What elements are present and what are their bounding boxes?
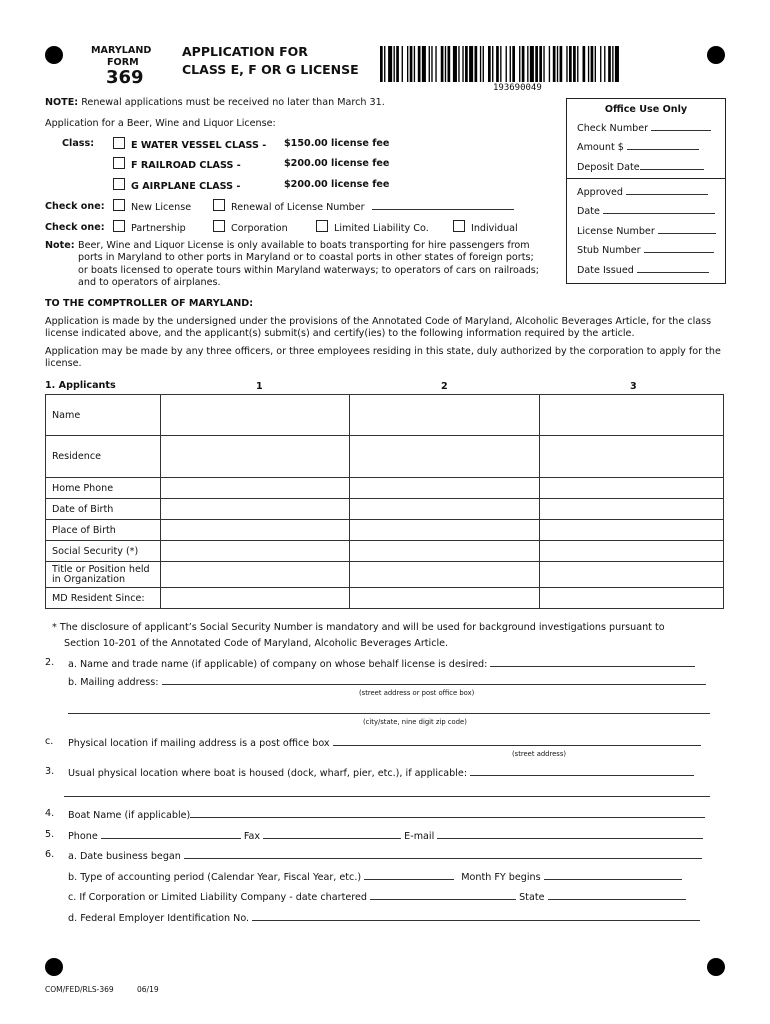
applicants-table <box>45 394 724 609</box>
barcode-bar <box>543 46 544 82</box>
barcode-bar <box>402 46 403 82</box>
renewal-note <box>45 97 385 108</box>
q6b-label: b. Type of accounting period (Calendar Year, Fiscal Year, etc.) <box>68 872 362 883</box>
applicant-1-ssn-cell[interactable] <box>161 541 350 562</box>
office-license-number-label: License Number <box>577 226 655 237</box>
qc-number: c. <box>45 736 54 747</box>
phone-label: Phone <box>68 831 98 842</box>
application-for-text: Application for a Beer, Wine and Liquor License: <box>45 118 276 129</box>
barcode-bar <box>380 46 383 82</box>
q4-row <box>68 808 705 821</box>
physical-location-field[interactable] <box>333 736 701 746</box>
barcode-bar <box>522 46 525 82</box>
comptroller-paragraph-2: Application may be made by any three officers, or three employees residing in this state, duly authorized by the corporation to apply for the license. <box>45 346 721 369</box>
applicant-1-name-cell[interactable] <box>161 395 350 436</box>
applicant-3-residence-cell[interactable] <box>540 436 724 478</box>
barcode-bar <box>608 46 611 82</box>
barcode-bar <box>519 46 520 82</box>
barcode-bar <box>422 46 426 82</box>
barcode-bar <box>441 46 444 82</box>
office-amount <box>577 140 719 153</box>
office-date <box>577 204 719 217</box>
applicant-3-title-cell[interactable] <box>540 562 724 588</box>
fein-field[interactable] <box>252 911 700 921</box>
applicant-2-phone-cell[interactable] <box>350 478 540 499</box>
barcode <box>380 46 686 82</box>
class-e-name: E WATER VESSEL CLASS - <box>131 140 267 151</box>
table-row <box>46 436 724 478</box>
q5-row <box>68 829 703 842</box>
barcode-bar <box>512 46 515 82</box>
table-row <box>46 499 724 520</box>
table-row <box>46 395 724 436</box>
applicant-1-dob-cell[interactable] <box>161 499 350 520</box>
applicant-column-1: 1 <box>256 381 263 392</box>
renewal-note-text: Renewal applications must be received no later than March 31. <box>81 97 385 108</box>
form-number: 369 <box>106 67 144 88</box>
applicant-2-ssn-cell[interactable] <box>350 541 540 562</box>
q2b-row <box>68 675 706 688</box>
q2a-row <box>68 657 695 670</box>
barcode-bar <box>396 46 399 82</box>
barcode-bar <box>604 46 605 82</box>
office-check-number-label: Check Number <box>577 123 649 134</box>
barcode-bar <box>500 46 501 82</box>
class-e-fee: $150.00 license fee <box>284 138 390 149</box>
office-use-title: Office Use Only <box>604 104 688 115</box>
office-deposit-date <box>577 160 719 173</box>
renewal-option[interactable] <box>213 199 514 213</box>
applicant-3-ssn-cell[interactable] <box>540 541 724 562</box>
class-g-name: G AIRPLANE CLASS - <box>131 181 241 192</box>
barcode-bar <box>615 46 619 82</box>
row-label-date-of-birth: Date of Birth <box>46 499 161 520</box>
barcode-bar <box>453 46 457 82</box>
llc-label: Limited Liability Co. <box>334 223 429 234</box>
applicant-2-name-cell[interactable] <box>350 395 540 436</box>
q2-number: 2. <box>45 657 55 668</box>
form-title-line2: CLASS E, F OR G LICENSE <box>182 62 359 77</box>
office-use-box <box>566 98 726 284</box>
row-label-md-resident: MD Resident Since: <box>46 588 161 609</box>
barcode-bar <box>549 46 550 82</box>
class-g-checkbox[interactable] <box>113 178 125 190</box>
q3-continuation-row <box>64 787 710 800</box>
partnership-label: Partnership <box>131 223 186 234</box>
office-deposit-date-line[interactable] <box>640 160 704 170</box>
office-date-label: Date <box>577 206 600 217</box>
check-one-license-label: Check one: <box>45 201 105 212</box>
q6c-label: c. If Corporation or Limited Liability Company - date chartered <box>68 892 367 903</box>
renewal-license-number-field[interactable] <box>372 200 514 210</box>
q2b-label: b. Mailing address: <box>68 677 159 688</box>
city-state-zip-field[interactable] <box>68 704 710 714</box>
barcode-bar <box>465 46 468 82</box>
company-name-field[interactable] <box>490 657 695 667</box>
office-approved <box>577 185 719 198</box>
comptroller-paragraph-1: Application is made by the undersigned under the provisions of the Annotated Code of Maryland, Alcoholic Beverages Article, for the class license indicated above, and the applicant(s) submit(s) and certify(ies) to the following information required by the article. <box>45 316 712 339</box>
barcode-bar <box>488 46 491 82</box>
city-state-row <box>68 704 710 717</box>
office-stub-number-line[interactable] <box>644 243 714 253</box>
renewal-note-label: NOTE: <box>45 97 79 108</box>
office-date-line[interactable] <box>603 204 715 214</box>
applicant-2-title-cell[interactable] <box>350 562 540 588</box>
row-label-residence: Residence <box>46 436 161 478</box>
partnership-option[interactable] <box>113 220 186 234</box>
barcode-bar <box>458 46 459 82</box>
boat-note-line2: ports in Maryland to other ports in Maryland or to coastal ports in other states of foreign ports; <box>78 252 534 263</box>
applicant-3-phone-cell[interactable] <box>540 478 724 499</box>
barcode-bar <box>527 46 528 82</box>
table-row <box>46 562 724 588</box>
office-check-number <box>577 121 719 134</box>
state-label: MARYLAND <box>91 45 152 56</box>
q5-number: 5. <box>45 829 55 840</box>
partnership-checkbox[interactable] <box>113 220 125 232</box>
barcode-bar <box>535 46 538 82</box>
row-label-name: Name <box>46 395 161 436</box>
office-stub-number <box>577 243 719 256</box>
table-row <box>46 478 724 499</box>
applicant-column-3: 3 <box>630 381 637 392</box>
barcode-bar <box>448 46 451 82</box>
barcode-bar <box>445 46 446 82</box>
llc-checkbox[interactable] <box>316 220 328 232</box>
office-date-issued <box>577 263 719 276</box>
barcode-bar <box>407 46 408 82</box>
applicant-1-residence-cell[interactable] <box>161 436 350 478</box>
q2a-label: a. Name and trade name (if applicable) of company on whose behalf license is desired: <box>68 659 488 670</box>
q4-label: Boat Name (if applicable) <box>68 810 191 821</box>
form-word: FORM <box>107 57 139 68</box>
office-stub-number-label: Stub Number <box>577 245 641 256</box>
ssn-note-line1: * The disclosure of applicant’s Social Security Number is mandatory and will be used for background investigations pursuant to <box>52 622 665 633</box>
barcode-bar <box>595 46 596 82</box>
boat-housing-field-line2[interactable] <box>64 787 710 797</box>
q3-label: Usual physical location where boat is housed (dock, wharf, pier, etc.), if applicable: <box>68 768 468 779</box>
barcode-bar <box>539 46 542 82</box>
boat-note-line4: and to operators of airplanes. <box>78 277 221 288</box>
applicant-3-resident-cell[interactable] <box>540 588 724 609</box>
registration-mark-bottom-right <box>707 958 725 976</box>
registration-mark-top-right <box>707 46 725 64</box>
llc-option[interactable] <box>316 220 429 234</box>
class-option-g[interactable] <box>113 178 240 192</box>
row-label-place-of-birth: Place of Birth <box>46 520 161 541</box>
comptroller-heading: TO THE COMPTROLLER OF MARYLAND: <box>45 298 254 309</box>
barcode-bar <box>573 46 576 82</box>
office-divider <box>567 178 725 179</box>
class-e-checkbox[interactable] <box>113 137 125 149</box>
office-license-number <box>577 224 719 237</box>
office-license-number-line[interactable] <box>658 224 716 234</box>
q4-number: 4. <box>45 808 55 819</box>
barcode-bar <box>591 46 594 82</box>
barcode-bar <box>600 46 601 82</box>
state-label: State <box>519 892 545 903</box>
applicant-3-name-cell[interactable] <box>540 395 724 436</box>
applicant-1-title-cell[interactable] <box>161 562 350 588</box>
barcode-bar <box>394 46 395 82</box>
applicant-column-2: 2 <box>441 381 448 392</box>
applicant-1-pob-cell[interactable] <box>161 520 350 541</box>
office-check-number-line[interactable] <box>651 121 711 131</box>
applicants-heading: 1. Applicants <box>45 380 116 391</box>
corporation-option[interactable] <box>213 220 288 234</box>
q6d-row <box>68 911 700 924</box>
form-title-line1: APPLICATION FOR <box>182 44 308 59</box>
applicant-2-resident-cell[interactable] <box>350 588 540 609</box>
footer-date: 06/19 <box>137 985 159 994</box>
barcode-bar <box>469 46 473 82</box>
registration-mark-top-left <box>45 46 63 64</box>
barcode-number: 193690049 <box>493 83 542 93</box>
barcode-bar <box>410 46 413 82</box>
corporation-label: Corporation <box>231 223 288 234</box>
q6c-row <box>68 890 686 903</box>
applicant-3-dob-cell[interactable] <box>540 499 724 520</box>
individual-checkbox[interactable] <box>453 220 465 232</box>
row-label-home-phone: Home Phone <box>46 478 161 499</box>
date-chartered-field[interactable] <box>370 890 516 900</box>
street-caption: (street address) <box>512 750 567 758</box>
individual-option[interactable] <box>453 220 518 234</box>
barcode-bar <box>475 46 478 82</box>
new-license-option[interactable] <box>113 199 191 213</box>
check-one-entity-label: Check one: <box>45 222 105 233</box>
renewal-checkbox[interactable] <box>213 199 225 211</box>
boat-name-field[interactable] <box>190 808 705 818</box>
new-license-checkbox[interactable] <box>113 199 125 211</box>
barcode-bar <box>510 46 511 82</box>
row-label-title-position: Title or Position held in Organization <box>46 562 161 588</box>
class-option-e[interactable] <box>113 137 266 151</box>
city-caption: (city/state, nine digit zip code) <box>363 718 467 726</box>
q6b-row <box>68 870 682 883</box>
corporation-checkbox[interactable] <box>213 220 225 232</box>
class-g-fee: $200.00 license fee <box>284 179 390 190</box>
barcode-bar <box>384 46 385 82</box>
class-label: Class: <box>62 138 95 149</box>
barcode-bar <box>557 46 558 82</box>
q3-number: 3. <box>45 766 55 777</box>
barcode-bar <box>583 46 586 82</box>
email-label: E-mail <box>404 831 435 842</box>
applicant-2-pob-cell[interactable] <box>350 520 540 541</box>
mailing-address-field[interactable] <box>162 675 706 685</box>
fy-begins-label: Month FY begins <box>461 872 541 883</box>
barcode-bar <box>388 46 392 82</box>
class-f-name: F RAILROAD CLASS - <box>131 160 241 171</box>
office-date-issued-line[interactable] <box>637 263 709 273</box>
applicant-2-residence-cell[interactable] <box>350 436 540 478</box>
street-po-caption: (street address or post office box) <box>359 689 475 697</box>
qc-row <box>68 736 701 749</box>
fax-label: Fax <box>243 831 261 842</box>
class-f-checkbox[interactable] <box>113 157 125 169</box>
renewal-label: Renewal of License Number <box>231 202 365 213</box>
date-business-began-field[interactable] <box>184 849 702 859</box>
fax-field[interactable] <box>263 829 401 839</box>
q6a-label: a. Date business began <box>68 851 181 862</box>
boat-note-line3: or boats licensed to operate tours within Maryland waterways; to operators of cars on railroads; <box>78 265 540 276</box>
fy-begins-field[interactable] <box>544 870 682 880</box>
accounting-period-field[interactable] <box>364 870 454 880</box>
class-f-fee: $200.00 license fee <box>284 158 390 169</box>
q3-row <box>68 766 694 779</box>
boat-housing-field[interactable] <box>470 766 694 776</box>
barcode-bar <box>496 46 499 82</box>
barcode-bar <box>462 46 463 82</box>
office-approved-line[interactable] <box>626 185 708 195</box>
office-amount-label: Amount $ <box>577 142 624 153</box>
barcode-bar <box>429 46 430 82</box>
table-row <box>46 520 724 541</box>
applicant-1-resident-cell[interactable] <box>161 588 350 609</box>
registration-mark-bottom-left <box>45 958 63 976</box>
applicant-3-pob-cell[interactable] <box>540 520 724 541</box>
barcode-bar <box>612 46 613 82</box>
row-label-social-security: Social Security (*) <box>46 541 161 562</box>
applicant-2-dob-cell[interactable] <box>350 499 540 520</box>
new-license-label: New License <box>131 202 192 213</box>
table-row <box>46 541 724 562</box>
office-deposit-date-label: Deposit Date <box>577 162 640 173</box>
barcode-bar <box>414 46 415 82</box>
table-row <box>46 588 724 609</box>
barcode-bar <box>492 46 493 82</box>
office-date-issued-label: Date Issued <box>577 265 634 276</box>
email-field[interactable] <box>437 829 703 839</box>
barcode-bar <box>588 46 589 82</box>
barcode-bar <box>506 46 507 82</box>
class-option-f[interactable] <box>113 157 241 171</box>
q6-number: 6. <box>45 849 55 860</box>
barcode-bar <box>418 46 421 82</box>
footer-form-code: COM/FED/RLS-369 <box>45 985 114 994</box>
barcode-bar <box>560 46 563 82</box>
q6d-label: d. Federal Employer Identification No. <box>68 913 250 924</box>
barcode-bar <box>566 46 567 82</box>
barcode-bar <box>483 46 484 82</box>
office-approved-label: Approved <box>577 187 624 198</box>
qc-label: Physical location if mailing address is a post office box <box>68 738 330 749</box>
boat-note-line1: Beer, Wine and Liquor License is only available to boats transporting for hire passengers from <box>78 240 530 251</box>
boat-note-label: Note: <box>45 240 75 251</box>
barcode-bar <box>480 46 481 82</box>
office-amount-line[interactable] <box>627 140 699 150</box>
barcode-bar <box>569 46 572 82</box>
applicant-1-phone-cell[interactable] <box>161 478 350 499</box>
q6a-row <box>68 849 702 862</box>
barcode-bar <box>553 46 556 82</box>
individual-label: Individual <box>471 223 518 234</box>
phone-field[interactable] <box>101 829 241 839</box>
barcode-bar <box>435 46 436 82</box>
barcode-bar <box>530 46 534 82</box>
barcode-bar <box>577 46 578 82</box>
barcode-bar <box>431 46 432 82</box>
ssn-note-line2: Section 10-201 of the Annotated Code of Maryland, Alcoholic Beverages Article. <box>64 638 449 649</box>
state-field[interactable] <box>548 890 686 900</box>
